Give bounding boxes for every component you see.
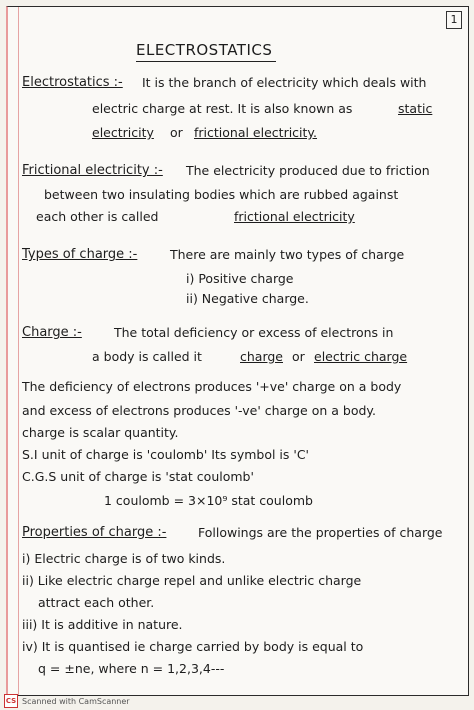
notebook-page [6, 6, 469, 696]
heading-electrostatics: Electrostatics :- [22, 75, 123, 90]
text-line: C.G.S unit of charge is 'stat coulomb' [22, 469, 254, 484]
scanner-text: Scanned with CamScanner [22, 696, 130, 706]
heading-frictional-electricity: Frictional electricity :- [22, 163, 163, 178]
list-item: iii) It is additive in nature. [22, 617, 183, 632]
list-item: iv) It is quantised ie charge carried by body is equal to [22, 639, 364, 654]
text-line: and excess of electrons produces '-ve' charge on a body. [22, 403, 376, 418]
list-item: i) Electric charge is of two kinds. [22, 551, 226, 566]
scanner-watermark [4, 694, 130, 708]
text-line: S.I unit of charge is 'coulomb' Its symbol is 'C' [22, 447, 309, 462]
heading-charge: Charge :- [22, 325, 82, 340]
text-line: The total deficiency or excess of electrons in [114, 325, 394, 340]
underlined-term: electric charge [314, 349, 408, 364]
text-line: between two insulating bodies which are rubbed against [44, 187, 399, 202]
formula-line: 1 coulomb = 3×10⁹ stat coulomb [104, 493, 313, 508]
list-item: ii) Like electric charge repel and unlike electric charge [22, 573, 362, 588]
text-line: electric charge at rest. It is also known as [92, 101, 353, 116]
underlined-term: charge [240, 349, 283, 364]
list-item: i) Positive charge [186, 271, 294, 286]
page-number: 1 [446, 11, 462, 29]
heading-properties-of-charge: Properties of charge :- [22, 525, 167, 540]
text-line: charge is scalar quantity. [22, 425, 179, 440]
text-line: The deficiency of electrons produces '+ve' charge on a body [22, 379, 402, 394]
heading-types-of-charge: Types of charge :- [22, 247, 138, 262]
text-line: or [292, 349, 305, 364]
text-line: The electricity produced due to friction [186, 163, 430, 178]
text-line: It is the branch of electricity which deals with [142, 75, 427, 90]
list-item: ii) Negative charge. [186, 291, 309, 306]
underlined-term: frictional electricity. [194, 125, 318, 140]
margin-line [18, 7, 19, 695]
text-line: attract each other. [38, 595, 155, 610]
camscanner-icon: CS [4, 694, 18, 708]
underlined-term: electricity [92, 125, 154, 140]
underlined-term: frictional electricity [234, 209, 355, 224]
text-line: or [170, 125, 183, 140]
underlined-term: static [398, 101, 433, 116]
text-line: each other is called [36, 209, 159, 224]
text-line: Followings are the properties of charge [198, 525, 443, 540]
text-line: a body is called it [92, 349, 202, 364]
page-title: ELECTROSTATICS [136, 41, 273, 59]
title-underline [136, 61, 276, 62]
text-line: There are mainly two types of charge [170, 247, 405, 262]
formula-line: q = ±ne, where n = 1,2,3,4--- [38, 661, 225, 676]
